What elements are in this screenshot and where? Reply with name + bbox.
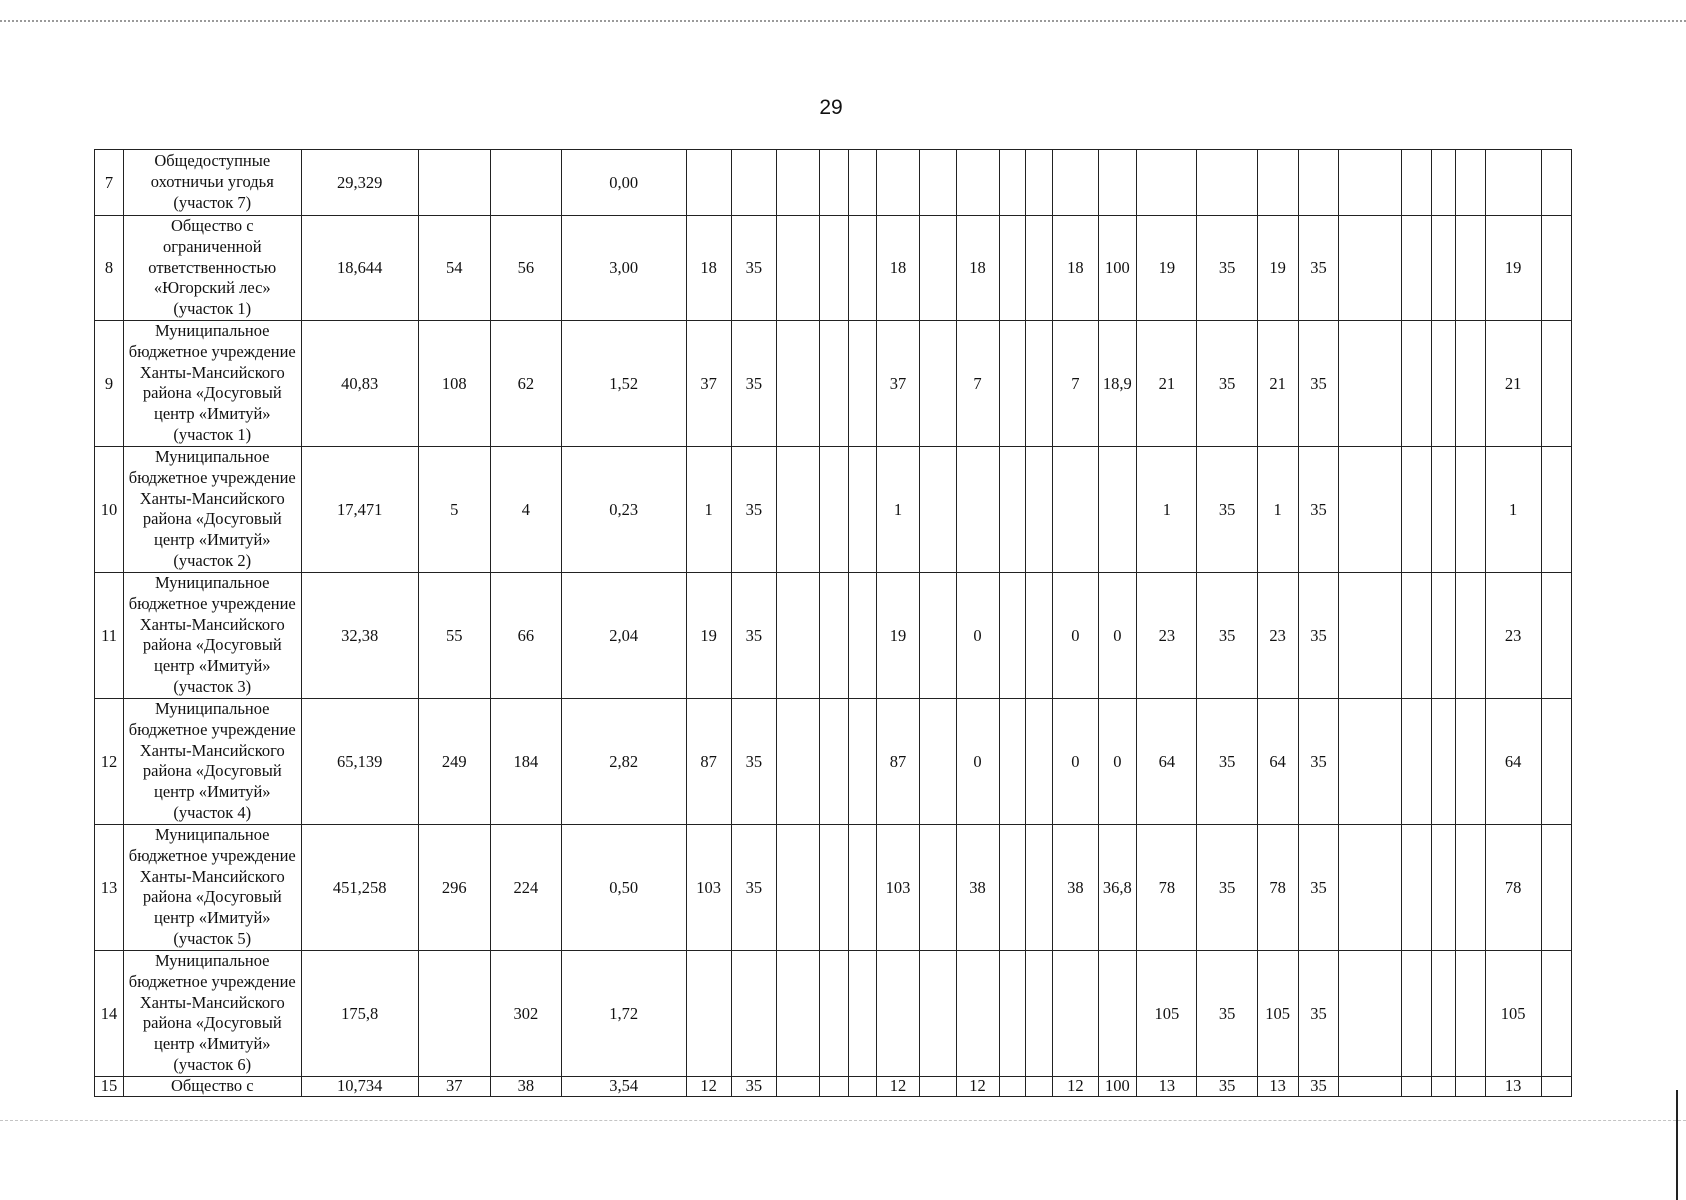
- table-cell: 19: [1137, 216, 1197, 321]
- table-cell: [418, 950, 490, 1076]
- table-cell: 35: [1298, 698, 1339, 824]
- table-cell: 18,9: [1098, 320, 1137, 446]
- table-cell: [848, 216, 876, 321]
- table-cell: 35: [731, 824, 776, 950]
- organization-name: Муниципальное бюджетное учреждение Ханты-Мансийского района «Досуговый центр «Имитуй» (участок 2): [124, 446, 301, 572]
- table-cell: 21: [1137, 320, 1197, 446]
- table-cell: 12: [876, 1076, 919, 1096]
- table-cell: [776, 1076, 819, 1096]
- page-number: 29: [819, 96, 843, 119]
- table-cell: 19: [1257, 216, 1298, 321]
- table-cell: 56: [490, 216, 561, 321]
- table-cell: 18,644: [301, 216, 418, 321]
- table-cell: [1455, 1076, 1485, 1096]
- table-cell: 4: [490, 446, 561, 572]
- table-cell: 13: [1137, 1076, 1197, 1096]
- table-cell: 37: [686, 320, 731, 446]
- table-cell: 1,52: [561, 320, 686, 446]
- table-cell: 35: [1197, 446, 1257, 572]
- table-cell: [1026, 824, 1053, 950]
- table-cell: [1339, 1076, 1401, 1096]
- table-cell: [1401, 950, 1431, 1076]
- table-row: [95, 1076, 1572, 1096]
- table-cell: [776, 698, 819, 824]
- table-cell: 100: [1098, 1076, 1137, 1096]
- table-cell: 35: [1197, 216, 1257, 321]
- table-cell: 35: [1298, 320, 1339, 446]
- table-cell: [686, 150, 731, 216]
- table-cell: 32,38: [301, 572, 418, 698]
- table-cell: 184: [490, 698, 561, 824]
- table-cell: 78: [1485, 824, 1541, 950]
- table-cell: 1: [1257, 446, 1298, 572]
- table-cell: 19: [876, 572, 919, 698]
- table-cell: [819, 216, 848, 321]
- table-cell: 0: [1098, 572, 1137, 698]
- table-cell: 3,00: [561, 216, 686, 321]
- row-number: 10: [95, 446, 124, 572]
- table-cell: 35: [731, 320, 776, 446]
- table-cell: 37: [876, 320, 919, 446]
- table-cell: 66: [490, 572, 561, 698]
- table-cell: 35: [1298, 572, 1339, 698]
- table-cell: 21: [1485, 320, 1541, 446]
- table-cell: [1431, 216, 1455, 321]
- table-cell: 0: [956, 572, 999, 698]
- table-cell: [1401, 446, 1431, 572]
- table-cell: 55: [418, 572, 490, 698]
- table-cell: 2,04: [561, 572, 686, 698]
- table-cell: [1401, 1076, 1431, 1096]
- table-cell: [1431, 950, 1455, 1076]
- table-cell: [1455, 698, 1485, 824]
- organization-name: Муниципальное бюджетное учреждение Ханты-Мансийского района «Досуговый центр «Имитуй» (участок 5): [124, 824, 301, 950]
- table-cell: 0,00: [561, 150, 686, 216]
- table-cell: [490, 150, 561, 216]
- row-number: 8: [95, 216, 124, 321]
- table-cell: [1339, 572, 1401, 698]
- row-number: 7: [95, 150, 124, 216]
- table-cell: [1053, 446, 1098, 572]
- table-cell: [848, 698, 876, 824]
- table-cell: 249: [418, 698, 490, 824]
- table-cell: [1339, 320, 1401, 446]
- table-cell: [418, 150, 490, 216]
- table-cell: [819, 572, 848, 698]
- table-cell: 103: [686, 824, 731, 950]
- organization-name: Общедоступные охотничьи угодья (участок 7): [124, 150, 301, 216]
- table-cell: [1541, 446, 1571, 572]
- table-cell: [876, 950, 919, 1076]
- table-cell: 17,471: [301, 446, 418, 572]
- table-cell: 2,82: [561, 698, 686, 824]
- table-cell: 108: [418, 320, 490, 446]
- table-cell: 35: [1298, 216, 1339, 321]
- table-cell: 36,8: [1098, 824, 1137, 950]
- table-cell: 7: [1053, 320, 1098, 446]
- table-cell: 35: [731, 1076, 776, 1096]
- table-cell: 35: [1197, 824, 1257, 950]
- table-cell: 40,83: [301, 320, 418, 446]
- table-cell: [1053, 950, 1098, 1076]
- table-cell: 38: [490, 1076, 561, 1096]
- table-cell: 296: [418, 824, 490, 950]
- table-cell: [776, 572, 819, 698]
- table-cell: [1197, 150, 1257, 216]
- table-cell: 35: [1298, 950, 1339, 1076]
- table-cell: [1431, 446, 1455, 572]
- table-cell: [999, 950, 1026, 1076]
- table-cell: [919, 824, 956, 950]
- table-cell: [919, 320, 956, 446]
- table-cell: [1137, 150, 1197, 216]
- table-cell: 105: [1485, 950, 1541, 1076]
- table-cell: 35: [1197, 950, 1257, 1076]
- table-cell: [999, 698, 1026, 824]
- table-cell: [1339, 824, 1401, 950]
- table-cell: [1541, 1076, 1571, 1096]
- table-cell: 37: [418, 1076, 490, 1096]
- table-cell: 35: [731, 446, 776, 572]
- table-cell: 38: [956, 824, 999, 950]
- table-cell: [999, 572, 1026, 698]
- table-cell: 0,23: [561, 446, 686, 572]
- table-cell: 78: [1137, 824, 1197, 950]
- table-cell: 23: [1485, 572, 1541, 698]
- row-number: 12: [95, 698, 124, 824]
- table-cell: 35: [1197, 572, 1257, 698]
- table-cell: [1401, 320, 1431, 446]
- table-cell: [1026, 216, 1053, 321]
- organization-name: Муниципальное бюджетное учреждение Ханты-Мансийского района «Досуговый центр «Имитуй» (участок 6): [124, 950, 301, 1076]
- table-cell: 175,8: [301, 950, 418, 1076]
- organization-name: Муниципальное бюджетное учреждение Ханты-Мансийского района «Досуговый центр «Имитуй» (участок 4): [124, 698, 301, 824]
- table-cell: [1026, 320, 1053, 446]
- table-cell: 35: [1197, 698, 1257, 824]
- table-cell: 19: [686, 572, 731, 698]
- table-cell: 0: [956, 698, 999, 824]
- table-cell: [819, 150, 848, 216]
- table-cell: [1339, 216, 1401, 321]
- table-cell: 0,50: [561, 824, 686, 950]
- table-cell: 18: [876, 216, 919, 321]
- table-cell: [819, 320, 848, 446]
- table-cell: [999, 150, 1026, 216]
- table-cell: [1401, 572, 1431, 698]
- table-cell: [1298, 150, 1339, 216]
- table-cell: 35: [1298, 824, 1339, 950]
- table-row: [95, 950, 1572, 1076]
- table-cell: 18: [1053, 216, 1098, 321]
- row-number: 13: [95, 824, 124, 950]
- table-cell: 105: [1257, 950, 1298, 1076]
- table-cell: 5: [418, 446, 490, 572]
- table-cell: [1339, 446, 1401, 572]
- table-cell: [1026, 446, 1053, 572]
- table-cell: [731, 950, 776, 1076]
- table-cell: 78: [1257, 824, 1298, 950]
- table-row: [95, 320, 1572, 446]
- table-cell: [776, 824, 819, 950]
- table-cell: [999, 320, 1026, 446]
- table-cell: [1455, 824, 1485, 950]
- table-cell: [776, 150, 819, 216]
- scan-edge-bottom: [0, 1120, 1686, 1121]
- table-cell: [1401, 216, 1431, 321]
- table-cell: 13: [1485, 1076, 1541, 1096]
- table-cell: [819, 1076, 848, 1096]
- table-cell: [1455, 216, 1485, 321]
- table-cell: [919, 572, 956, 698]
- table-cell: 1: [1137, 446, 1197, 572]
- table-cell: [848, 572, 876, 698]
- table-cell: [1455, 572, 1485, 698]
- table-cell: [776, 446, 819, 572]
- table-cell: 64: [1137, 698, 1197, 824]
- table-row: [95, 572, 1572, 698]
- table-cell: [1431, 698, 1455, 824]
- table-cell: [1485, 150, 1541, 216]
- table-cell: [1026, 950, 1053, 1076]
- table-cell: 23: [1257, 572, 1298, 698]
- table-cell: [1431, 1076, 1455, 1096]
- table-cell: 224: [490, 824, 561, 950]
- table-cell: [731, 150, 776, 216]
- table-cell: [919, 150, 956, 216]
- table-cell: [1541, 950, 1571, 1076]
- table-cell: [1455, 150, 1485, 216]
- table-cell: 3,54: [561, 1076, 686, 1096]
- table-cell: 1,72: [561, 950, 686, 1076]
- table-cell: 35: [1197, 320, 1257, 446]
- table-cell: [1026, 572, 1053, 698]
- scan-edge-top: [0, 20, 1686, 22]
- table-cell: [919, 216, 956, 321]
- table-row: [95, 698, 1572, 824]
- table-cell: [1541, 698, 1571, 824]
- table-cell: [876, 150, 919, 216]
- table-cell: [919, 1076, 956, 1096]
- table-cell: [1541, 572, 1571, 698]
- table-row: [95, 824, 1572, 950]
- table-cell: [1053, 150, 1098, 216]
- table-cell: 35: [731, 572, 776, 698]
- table-cell: 35: [731, 698, 776, 824]
- table-cell: 12: [1053, 1076, 1098, 1096]
- table-cell: 64: [1485, 698, 1541, 824]
- table-cell: 451,258: [301, 824, 418, 950]
- row-number: 15: [95, 1076, 124, 1096]
- table-cell: 105: [1137, 950, 1197, 1076]
- table-cell: 54: [418, 216, 490, 321]
- organization-name: Муниципальное бюджетное учреждение Ханты-Мансийского района «Досуговый центр «Имитуй» (участок 3): [124, 572, 301, 698]
- table-cell: [1431, 150, 1455, 216]
- table-cell: [1339, 950, 1401, 1076]
- table-cell: [1455, 320, 1485, 446]
- table-cell: 18: [686, 216, 731, 321]
- table-cell: [1401, 824, 1431, 950]
- table-cell: 29,329: [301, 150, 418, 216]
- table-row: [95, 216, 1572, 321]
- table-cell: 35: [1197, 1076, 1257, 1096]
- organization-name: Общество с ограниченной ответственностью «Югорский лес» (участок 1): [124, 216, 301, 321]
- table-cell: [1098, 150, 1137, 216]
- table-cell: 21: [1257, 320, 1298, 446]
- table-cell: [1339, 698, 1401, 824]
- table-cell: [776, 950, 819, 1076]
- table-cell: [848, 824, 876, 950]
- table-cell: [1431, 824, 1455, 950]
- table-cell: [1541, 824, 1571, 950]
- table-cell: [999, 824, 1026, 950]
- row-number: 9: [95, 320, 124, 446]
- table-cell: 12: [956, 1076, 999, 1096]
- organization-name: Общество с: [124, 1076, 301, 1096]
- table-cell: [848, 320, 876, 446]
- table-cell: [999, 1076, 1026, 1096]
- table-cell: [919, 698, 956, 824]
- table-cell: 0: [1053, 572, 1098, 698]
- row-number: 11: [95, 572, 124, 698]
- table-cell: [819, 698, 848, 824]
- table-cell: [1431, 320, 1455, 446]
- table-cell: [1401, 698, 1431, 824]
- table-cell: 35: [1298, 446, 1339, 572]
- row-number: 14: [95, 950, 124, 1076]
- table-cell: 302: [490, 950, 561, 1076]
- data-table: [94, 149, 1572, 1097]
- table-row: [95, 446, 1572, 572]
- table-cell: [1431, 572, 1455, 698]
- table-cell: [1026, 150, 1053, 216]
- table-cell: [1541, 150, 1571, 216]
- table-cell: [1098, 950, 1137, 1076]
- table-cell: [776, 216, 819, 321]
- table-cell: 103: [876, 824, 919, 950]
- table-row: [95, 150, 1572, 216]
- table-cell: [686, 950, 731, 1076]
- table-cell: [1455, 950, 1485, 1076]
- table-cell: [999, 216, 1026, 321]
- table-cell: 0: [1053, 698, 1098, 824]
- table-cell: [819, 950, 848, 1076]
- table-cell: [1026, 1076, 1053, 1096]
- table-cell: 12: [686, 1076, 731, 1096]
- table-cell: [1401, 150, 1431, 216]
- table-cell: [819, 446, 848, 572]
- table-cell: [848, 1076, 876, 1096]
- table-cell: 38: [1053, 824, 1098, 950]
- table-cell: [1455, 446, 1485, 572]
- table-cell: 19: [1485, 216, 1541, 321]
- table-cell: 1: [876, 446, 919, 572]
- table-cell: [919, 950, 956, 1076]
- table-cell: [956, 950, 999, 1076]
- table-cell: [819, 824, 848, 950]
- table-cell: [848, 150, 876, 216]
- table-cell: 87: [686, 698, 731, 824]
- table-cell: 35: [1298, 1076, 1339, 1096]
- table-cell: 10,734: [301, 1076, 418, 1096]
- organization-name: Муниципальное бюджетное учреждение Ханты-Мансийского района «Досуговый центр «Имитуй» (участок 1): [124, 320, 301, 446]
- table-cell: 23: [1137, 572, 1197, 698]
- scan-edge-right: [1676, 1090, 1678, 1200]
- table-cell: [1257, 150, 1298, 216]
- table-cell: [1541, 216, 1571, 321]
- table-cell: [919, 446, 956, 572]
- table-cell: 1: [1485, 446, 1541, 572]
- table-cell: [1541, 320, 1571, 446]
- table-cell: 18: [956, 216, 999, 321]
- table-cell: 87: [876, 698, 919, 824]
- table-cell: [848, 446, 876, 572]
- table-cell: 0: [1098, 698, 1137, 824]
- table-cell: 62: [490, 320, 561, 446]
- table-cell: 7: [956, 320, 999, 446]
- table-cell: 35: [731, 216, 776, 321]
- table-cell: 1: [686, 446, 731, 572]
- table-cell: [999, 446, 1026, 572]
- table-cell: [1339, 150, 1401, 216]
- table-cell: [956, 150, 999, 216]
- table-cell: [956, 446, 999, 572]
- table-cell: [776, 320, 819, 446]
- table-cell: 65,139: [301, 698, 418, 824]
- table-cell: [848, 950, 876, 1076]
- table-cell: 64: [1257, 698, 1298, 824]
- table-cell: 100: [1098, 216, 1137, 321]
- table-cell: 13: [1257, 1076, 1298, 1096]
- table-cell: [1026, 698, 1053, 824]
- table-cell: [1098, 446, 1137, 572]
